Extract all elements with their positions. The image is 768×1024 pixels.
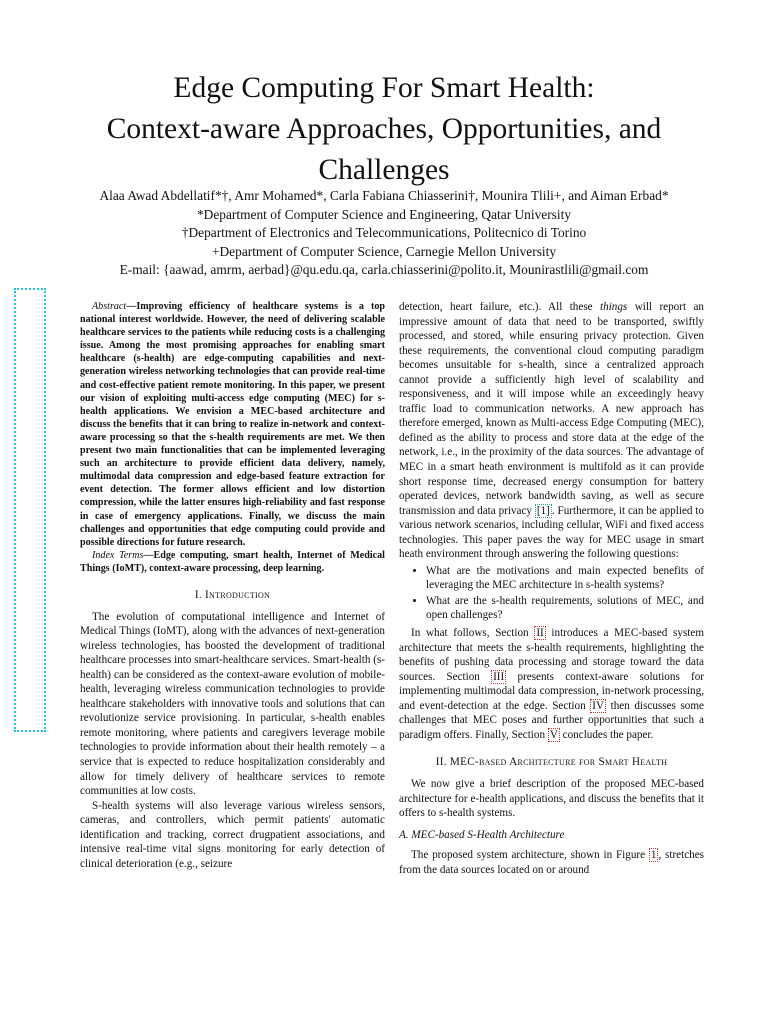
citation-link-1[interactable]: [1] [536, 504, 550, 517]
abstract-text: —Improving efficiency of healthcare systems is a top national interest worldwide. However, the need of delivering scalable healthcare services to the patients while reducing costs is a challenging issue. Among the most promising approaches for enabling smart healthcare (s-health) are edge-computing capabilities and next-generation wireless networking technologies that can provide real-time and cost-effective patient remote monitoring. In this paper, we present our vision of exploiting multi-access edge computing (MEC) for s-health applications. We envision a MEC-based architecture and discuss the benefits that it can bring to realize in-network and context-aware processing so that the s-health requirements are met. We then present two main functionalities that can be implemented leveraging such an architecture to provide efficient data delivery, namely, multimodal data compression and edge-based feature extraction for event detection. The former allows efficient and low distortion compression, while the latter ensures high-reliability and fast response in case of emergency applications. Finally, we discuss the main challenges and opportunities that edge computing could provide and possible directions for future research. [80, 301, 385, 548]
affiliation-1: *Department of Computer Science and Engineering, Qatar University [196, 206, 572, 222]
title-line-2: Context-aware Approaches, Opportunities, and [106, 113, 662, 145]
title-line-1: Edge Computing For Smart Health: [173, 72, 595, 104]
subsection-heading: A. MEC-based S-Health Architecture [399, 828, 565, 841]
author-names: Alaa Awad Abdellatif*†, Amr Mohamed*, Carla Fabiana Chiasserini†, Mounira Tlili+, and Aiman Erbad* [99, 188, 669, 203]
question-list [399, 564, 704, 623]
abstract-label: Abstract [92, 301, 127, 312]
figure-link-1[interactable]: 1 [650, 849, 657, 862]
section-link-ii[interactable]: II [536, 627, 544, 640]
architecture-paragraph-2: The proposed system architecture, shown in Figure 1 , stretches from the data sources located on or around [399, 849, 704, 876]
author-block [40, 187, 728, 280]
index-terms-label: Index Terms [92, 549, 144, 561]
section-link-iii[interactable]: III [493, 670, 505, 683]
list-item: • What are the motivations and main expected benefits of leveraging the MEC architecture in s-health systems? [426, 564, 704, 593]
title-line-3: Challenges [318, 154, 450, 186]
paper-title [40, 68, 728, 191]
affiliation-3: +Department of Computer Science, Carnegie Mellon University [211, 243, 557, 259]
left-column [80, 300, 385, 871]
index-terms-text: —Edge computing, smart health, Internet of Medical Things (IoMT), context-aware processing, deep learning. [80, 549, 385, 574]
intro-paragraph-2-continued: detection, heart failure, etc.). All these things will report an impressive amount of data that need to be transported, swiftly processed, and stored, while ensuring privacy protection. Given these requirements, the conventional cloud computing paradigm becomes unsuitable for s-health, since a centralized approach cannot provide a sufficiently high level of scalability and responsiveness, and it will impose while an exceedingly heavy traffic load to communication networks. A new approach has therefore emerged, known as Multi-access Edge Computing (MEC), defined as the ability to process and store data at the edge of the network, i.e., in the proximity of the data sources. The advantage of MEC in a smart heath environment is multifold as it can provide short response time, decreased energy consumption for battery operated devices, network bandwidth saving, as well as secure transmission and data privacy [1] . Furthermore, it can be applied to various network scenarios, including cellular, WiFi and fixed access technologies. This paper paves the way for MEC usage in smart heath environment through answering the following questions: [399, 301, 704, 561]
architecture-paragraph-1: We now give a brief description of the proposed MEC-based architecture for e-health applications, and discuss the benefits that it offers to s-health systems. [399, 777, 704, 820]
intro-paragraph-1: The evolution of computational intelligence and Internet of Medical Things (IoMT), along with the advances of next-generation wireless technologies, has boosted the development of traditional healthcare processes into smart-healthcare services. Smart-health (s-health) can be considered as the context-aware evolution of mobile-health, leveraging wireless communication technologies to provide healthcare stakeholders with innovative tools and solutions that can revolutionize service provisioning. In particular, s-health enables remote monitoring, where patients and caregivers leverage mobile technologies to provide information about their health remotely – a service that is expected to reduce hospitalization considerably and allow for timely delivery of healthcare services to remote communities at low costs. [80, 610, 385, 798]
section-heading-architecture: II. MEC-based Architecture for Smart Health [435, 756, 668, 769]
section-link-v[interactable]: V [549, 728, 558, 741]
index-terms [80, 549, 385, 575]
right-column [399, 300, 704, 877]
author-emails: E-mail: {aawad, amrm, aerbad}@qu.edu.qa, carla.chiasserini@polito.it, Mounirastlili@gmail.com [119, 262, 649, 277]
abstract [80, 300, 385, 549]
intro-paragraph-3: In what follows, Section II introduces a MEC-based system architecture that meets the s-health requirements, highlighting the benefits of pushing data processing and storage toward the data sources. Section III presents context-aware solutions for implementing multimodal data compression, in-network processing, and event-detection at the edge. Section IV then discusses some challenges that MEC poses and further opportunities that such a paradigm offers. Finally, Section V concludes the paper. [399, 627, 705, 741]
intro-paragraph-2: S-health systems will also leverage various wireless sensors, cameras, and controllers, which permit patients' automatic identification and tracking, correct drugpatient associations, and intensive real-time vital signs monitoring for early detection of clinical deterioration (e.g., seizure [80, 799, 385, 870]
section-link-iv[interactable]: IV [592, 699, 605, 712]
list-item: • What are the s-health requirements, solutions of MEC, and open challenges? [426, 594, 704, 623]
affiliation-2: †Department of Electronics and Telecommunications, Politecnico di Torino [181, 225, 587, 240]
section-heading-introduction: I. Introduction [194, 588, 271, 601]
arxiv-stamp-box[interactable] [14, 288, 46, 732]
